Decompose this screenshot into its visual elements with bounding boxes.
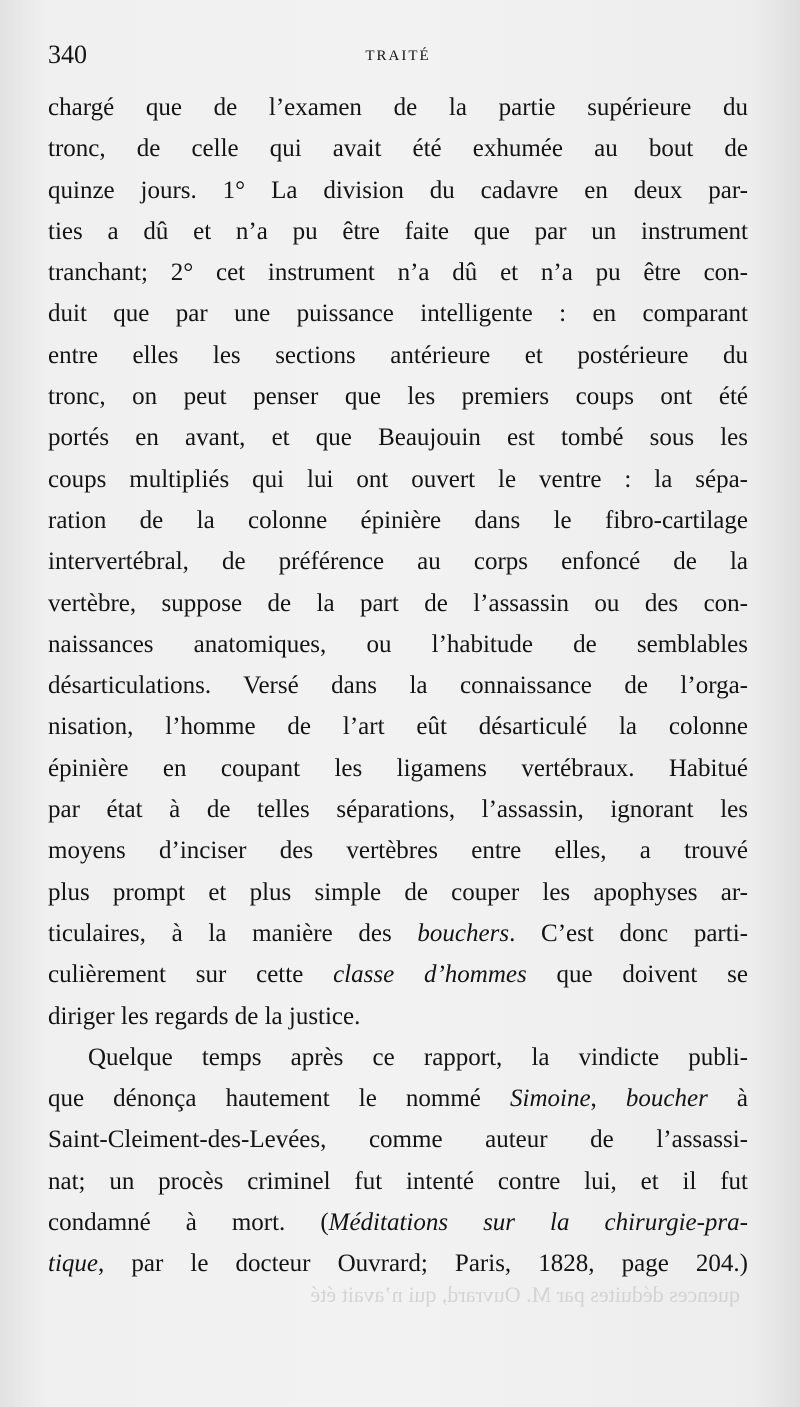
text-line bbox=[48, 830, 748, 871]
text-line bbox=[48, 541, 748, 582]
text-segment: par état à de telles séparations, l’assassin, ignorant les bbox=[48, 796, 748, 824]
text-line bbox=[48, 665, 748, 706]
text-segment: chargé que de l’examen de la partie supérieure du bbox=[48, 94, 748, 121]
text-segment: ration de la colonne épinière dans le fibro-cartilage bbox=[48, 506, 748, 534]
text-segment: nisation, l’homme de l’art eût désarticulé la colonne bbox=[48, 713, 748, 741]
text-line bbox=[48, 748, 748, 789]
italic-text: boucher bbox=[625, 1085, 708, 1113]
text-segment: portés en avant, et que Beaujouin est tombé sous les bbox=[48, 424, 748, 452]
text-segment: quinze jours. 1° La division du cadavre en deux par- bbox=[48, 176, 748, 204]
text-segment: culièrement sur cette bbox=[48, 961, 334, 989]
text-segment: duit que par une puissance intelligente : en comparant bbox=[48, 300, 748, 328]
text-segment: , par le docteur Ouvrard; Paris, 1828, page 204.) bbox=[98, 1250, 748, 1278]
text-segment: Quelque temps après ce rapport, la vindicte publi- bbox=[88, 1043, 748, 1071]
text-line bbox=[48, 376, 748, 417]
text-segment: ties a dû et n’a pu être faite que par un instrument bbox=[48, 217, 748, 245]
text-line bbox=[48, 293, 748, 334]
italic-text: Méditations sur la chirurgie-pra- bbox=[328, 1209, 748, 1237]
text-line bbox=[48, 500, 748, 541]
text-line bbox=[48, 252, 748, 293]
text-line bbox=[48, 954, 748, 995]
text-line bbox=[48, 1202, 748, 1243]
text-segment: intervertébral, de préférence au corps enfoncé de la bbox=[48, 548, 748, 576]
text-line bbox=[48, 1161, 748, 1202]
italic-text: tique bbox=[48, 1250, 98, 1278]
text-line bbox=[48, 211, 748, 252]
text-line bbox=[48, 417, 748, 458]
text-segment: ticulaires, à la manière des bbox=[48, 919, 418, 947]
text-line bbox=[48, 128, 748, 169]
text-line bbox=[48, 624, 748, 665]
running-head: TRAITÉ bbox=[365, 48, 431, 64]
text-segment: coups multipliés qui lui ont ouvert le ventre : la sépa- bbox=[48, 465, 748, 493]
page-number: 340 bbox=[48, 40, 87, 69]
text-segment: condamné à mort. ( bbox=[48, 1209, 329, 1237]
text-line bbox=[48, 789, 748, 830]
text-segment: tranchant; 2° cet instrument n’a dû et n’a pu être con- bbox=[48, 259, 748, 287]
bleed-through-text: quences déduites par M. Ouvrard, qui n’avait été bbox=[310, 1282, 740, 1307]
text-line bbox=[48, 1119, 748, 1160]
text-line bbox=[48, 872, 748, 913]
text-segment: Saint-Cleiment-des-Levées, comme auteur de l’assassi- bbox=[48, 1126, 748, 1154]
italic-text: Simoine bbox=[510, 1085, 591, 1113]
text-segment: plus prompt et plus simple de couper les apophyses ar- bbox=[48, 878, 748, 906]
text-segment: nat; un procès criminel fut intenté contre lui, et il fut bbox=[48, 1167, 748, 1195]
text-line bbox=[48, 1037, 748, 1078]
text-segment: que doivent se bbox=[526, 961, 748, 989]
italic-text: bouchers bbox=[417, 919, 510, 947]
text-line bbox=[48, 706, 748, 747]
body-text bbox=[48, 87, 748, 1285]
text-line bbox=[48, 913, 748, 954]
text-segment: désarticulations. Versé dans la connaissance de l’orga- bbox=[48, 672, 748, 700]
text-segment: à bbox=[707, 1085, 748, 1113]
text-segment: tronc, de celle qui avait été exhumée au bout de bbox=[48, 135, 748, 163]
text-line bbox=[48, 170, 748, 211]
text-line bbox=[48, 1243, 748, 1284]
text-segment: , bbox=[590, 1085, 626, 1113]
text-segment: diriger les regards de la justice. bbox=[48, 1002, 361, 1030]
text-segment: entre elles les sections antérieure et postérieure du bbox=[48, 341, 748, 369]
text-line bbox=[48, 459, 748, 500]
text-segment: que dénonça hautement le nommé bbox=[48, 1085, 510, 1113]
text-line bbox=[48, 996, 748, 1037]
text-line bbox=[48, 335, 748, 376]
text-segment: . C’est donc parti- bbox=[509, 919, 748, 947]
page-header bbox=[48, 40, 748, 80]
text-segment: tronc, on peut penser que les premiers coups ont été bbox=[48, 383, 748, 411]
text-line bbox=[48, 1078, 748, 1119]
text-segment: vertèbre, suppose de la part de l’assassin ou des con- bbox=[48, 589, 748, 617]
text-line bbox=[48, 87, 748, 128]
text-segment: épinière en coupant les ligamens vertébraux. Habitué bbox=[48, 754, 748, 782]
italic-text: classe d’hommes bbox=[333, 961, 527, 989]
text-line bbox=[48, 583, 748, 624]
text-segment: naissances anatomiques, ou l’habitude de semblables bbox=[48, 630, 748, 658]
text-segment: moyens d’inciser des vertèbres entre elles, a trouvé bbox=[48, 837, 748, 865]
